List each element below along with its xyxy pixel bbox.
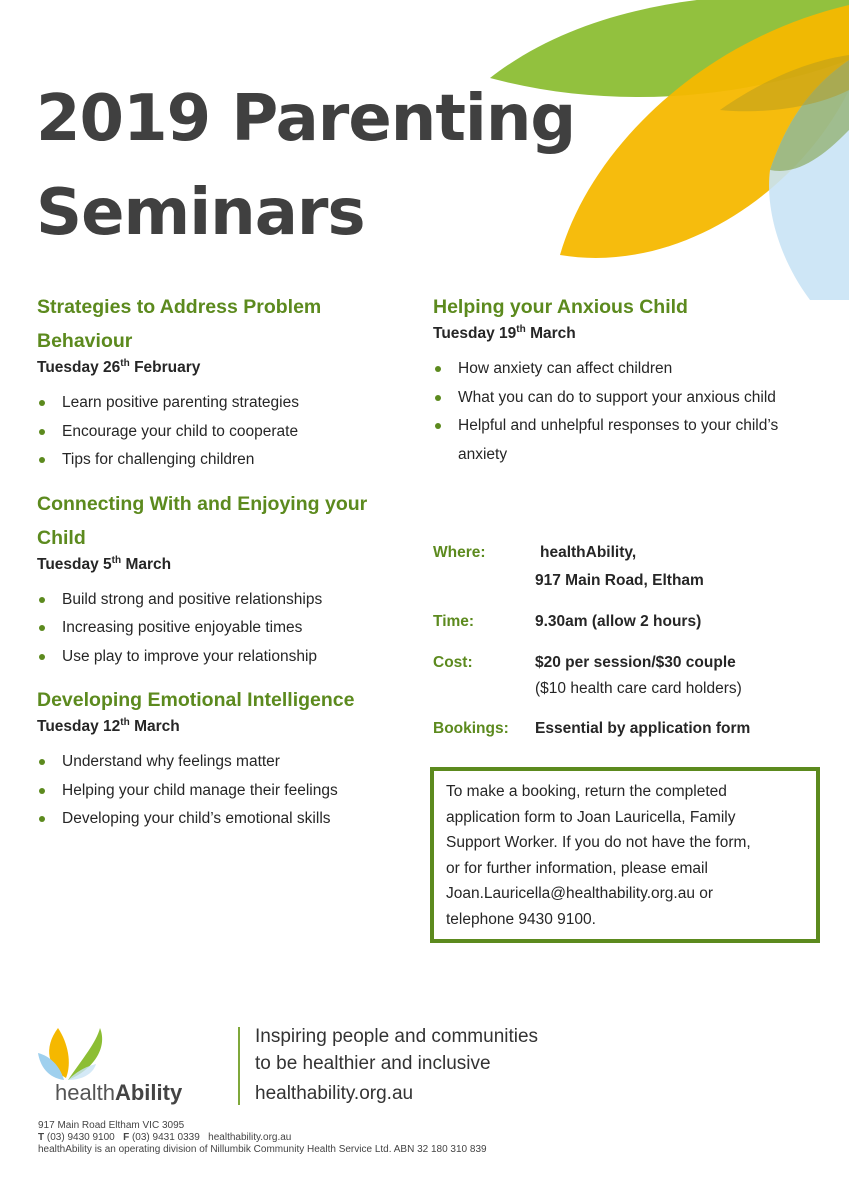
website-link[interactable]: healthability.org.au xyxy=(255,1083,414,1104)
seminar-title xyxy=(37,487,417,555)
date-day: Tuesday 12 xyxy=(37,718,121,736)
seminar-emotional-intelligence xyxy=(37,683,417,834)
seminar-bullets xyxy=(37,586,417,672)
bookings-value: Essential by application form xyxy=(535,720,751,737)
tagline-line: to be healthier and inclusive xyxy=(255,1053,491,1074)
where-line-2: 917 Main Road, Eltham xyxy=(535,572,704,589)
booking-text-line: To make a booking, return the completed xyxy=(446,783,727,800)
seminar-bullets xyxy=(433,355,783,469)
bullet-item: Encourage your child to cooperate xyxy=(37,418,417,447)
footer-legal: healthAbility is an operating division of Nillumbik Community Health Service Ltd. ABN 32 180 310 839 xyxy=(38,1144,487,1155)
seminar-title: Helping your Anxious Child xyxy=(433,296,688,318)
brand-wordmark xyxy=(55,1080,182,1106)
seminar-date xyxy=(37,358,417,377)
bullet-item: Developing your child’s emotional skills xyxy=(37,805,417,834)
seminar-anxious-child xyxy=(433,290,813,481)
booking-text-line: application form to Joan Lauricella, Family xyxy=(446,808,736,826)
bullet-item: Learn positive parenting strategies xyxy=(37,389,417,418)
seminars-left-column xyxy=(37,290,417,846)
cost-line-2: ($10 health care card holders) xyxy=(535,680,742,697)
bullet-item: How anxiety can affect children xyxy=(433,355,783,384)
bullet-item: Increasing positive enjoyable times xyxy=(37,614,417,643)
booking-email-line[interactable]: Joan.Lauricella@healthability.org.au or xyxy=(446,885,714,902)
seminar-connecting xyxy=(37,487,417,672)
bullet-item: Build strong and positive relationships xyxy=(37,586,417,615)
booking-text-line: or for further information, please email xyxy=(446,859,708,877)
seminar-date xyxy=(37,717,417,736)
date-day: Tuesday 26 xyxy=(37,359,121,377)
date-suffix: th xyxy=(516,324,526,335)
brand-name-bold: Ability xyxy=(114,1080,183,1105)
seminar-title-line: Strategies to Address Problem xyxy=(37,296,322,318)
seminar-title-line: Connecting With and Enjoying your xyxy=(37,492,368,515)
seminar-bullets xyxy=(37,389,417,475)
date-day: Tuesday 5 xyxy=(37,555,112,573)
phone-label: T xyxy=(38,1132,45,1143)
footer-divider xyxy=(238,1027,240,1105)
date-suffix: th xyxy=(120,358,130,369)
tagline-line: Inspiring people and communities xyxy=(255,1026,539,1047)
footer-address: 917 Main Road Eltham VIC 3095 xyxy=(38,1120,185,1131)
title-line-1: 2019 Parenting xyxy=(36,82,576,156)
brand-tagline xyxy=(255,1023,538,1077)
seminar-title xyxy=(37,683,417,717)
seminar-date xyxy=(37,555,417,574)
page-title xyxy=(36,72,575,260)
date-suffix: th xyxy=(120,717,130,729)
date-month: March xyxy=(530,325,576,343)
bullet-item: What you can do to support your anxious child xyxy=(433,384,783,413)
fax-number: (03) 9431 0339 xyxy=(131,1132,200,1143)
date-suffix: th xyxy=(111,554,122,566)
seminar-title-line: Developing Emotional Intelligence xyxy=(37,689,355,712)
date-day: Tuesday 19 xyxy=(433,325,517,343)
title-line-2: Seminars xyxy=(36,176,365,250)
time-value: 9.30am (allow 2 hours) xyxy=(535,613,702,630)
seminar-title-line: Behaviour xyxy=(37,330,133,352)
healthability-logo-icon xyxy=(38,1008,108,1083)
footer-contacts xyxy=(38,1132,487,1144)
brand-name-light: health xyxy=(55,1080,115,1105)
phone-number: (03) 9430 9100 xyxy=(46,1132,115,1143)
booking-text-line: Support Worker. If you do not have the form, xyxy=(446,834,751,851)
seminar-date xyxy=(433,324,813,343)
date-month: March xyxy=(134,718,180,736)
seminar-problem-behaviour xyxy=(37,290,417,475)
bookings-label: Bookings: xyxy=(433,720,509,737)
bullet-item: Helpful and unhelpful responses to your child’s anxiety xyxy=(433,412,783,469)
footer-site-link[interactable]: healthability.org.au xyxy=(208,1132,292,1143)
fax-label: F xyxy=(123,1132,130,1143)
seminar-title-line: Child xyxy=(37,526,86,549)
time-label: Time: xyxy=(433,613,475,630)
bullet-item: Use play to improve your relationship xyxy=(37,643,417,672)
cost-label: Cost: xyxy=(433,654,473,671)
date-month: February xyxy=(134,359,201,377)
bullet-item: Helping your child manage their feelings xyxy=(37,777,417,806)
bullet-item: Tips for challenging children xyxy=(37,446,417,475)
seminar-title xyxy=(37,290,417,358)
booking-phone-line: telephone 9430 9100. xyxy=(446,910,596,928)
cost-line-1: $20 per session/$30 couple xyxy=(535,654,736,671)
booking-info-box xyxy=(430,767,820,943)
where-line-1: healthAbility, xyxy=(540,544,637,561)
footer-info xyxy=(38,1120,487,1156)
date-month: March xyxy=(125,555,172,573)
seminar-bullets xyxy=(37,748,417,834)
bullet-item: Understand why feelings matter xyxy=(37,748,417,777)
where-label: Where: xyxy=(433,544,486,561)
